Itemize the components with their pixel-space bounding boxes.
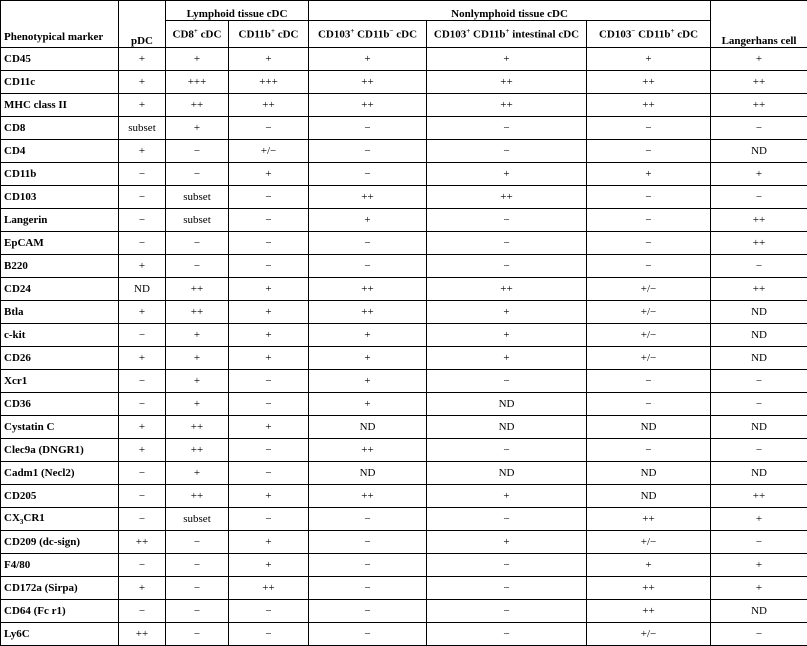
value-cell: + [166, 48, 229, 71]
table-row [1, 140, 807, 163]
value-cell: − [427, 232, 587, 255]
value-cell: ++ [309, 485, 427, 508]
value-cell: − [309, 117, 427, 140]
marker-cell: Cadm1 (Necl2) [1, 462, 119, 485]
value-cell: − [309, 554, 427, 577]
value-cell: + [587, 554, 711, 577]
value-cell: − [119, 393, 166, 416]
table-row [1, 347, 807, 370]
value-cell: − [427, 140, 587, 163]
value-cell: − [166, 255, 229, 278]
value-cell: + [166, 347, 229, 370]
value-cell: ++ [166, 416, 229, 439]
value-cell: subset [119, 117, 166, 140]
value-cell: − [427, 623, 587, 646]
value-cell: subset [166, 508, 229, 531]
value-cell: − [427, 508, 587, 531]
header-cd8-cdc: CD8+ cDC [166, 21, 229, 48]
value-cell: ++ [427, 94, 587, 117]
marker-cell: CD26 [1, 347, 119, 370]
value-cell: ++ [427, 278, 587, 301]
value-cell: − [711, 255, 807, 278]
value-cell: − [427, 209, 587, 232]
marker-cell: MHC class II [1, 94, 119, 117]
value-cell: + [166, 462, 229, 485]
marker-cell: F4/80 [1, 554, 119, 577]
value-cell: − [427, 600, 587, 623]
value-cell: ND [309, 462, 427, 485]
header-group-row [1, 1, 807, 21]
value-cell: − [711, 439, 807, 462]
value-cell: + [427, 324, 587, 347]
marker-cell: Cystatin C [1, 416, 119, 439]
value-cell: ++ [711, 232, 807, 255]
value-cell: subset [166, 209, 229, 232]
table-row [1, 508, 807, 531]
table-row [1, 163, 807, 186]
value-cell: + [309, 48, 427, 71]
value-cell: − [587, 209, 711, 232]
marker-cell: Langerin [1, 209, 119, 232]
value-cell: − [309, 577, 427, 600]
value-cell: + [427, 48, 587, 71]
value-cell: − [711, 186, 807, 209]
value-cell: + [427, 485, 587, 508]
value-cell: + [166, 370, 229, 393]
value-cell: + [229, 347, 309, 370]
value-cell: − [427, 577, 587, 600]
value-cell: +/− [587, 347, 711, 370]
table-row [1, 278, 807, 301]
table-row [1, 600, 807, 623]
header-cd103-pos-cd11b-pos-intestinal-cdc: CD103+ CD11b+ intestinal cDC [427, 21, 587, 48]
value-cell: − [229, 232, 309, 255]
table-row [1, 554, 807, 577]
value-cell: − [587, 232, 711, 255]
value-cell: + [229, 324, 309, 347]
value-cell: ND [711, 301, 807, 324]
value-cell: ++ [711, 71, 807, 94]
value-cell: − [587, 393, 711, 416]
value-cell: ++ [166, 301, 229, 324]
table-body [1, 48, 807, 646]
value-cell: − [711, 531, 807, 554]
marker-cell: EpCAM [1, 232, 119, 255]
value-cell: + [711, 508, 807, 531]
value-cell: ++ [119, 623, 166, 646]
marker-cell: Ly6C [1, 623, 119, 646]
value-cell: − [309, 623, 427, 646]
value-cell: ND [711, 600, 807, 623]
value-cell: − [166, 531, 229, 554]
value-cell: +/− [587, 301, 711, 324]
marker-cell: CD24 [1, 278, 119, 301]
value-cell: − [119, 186, 166, 209]
value-cell: − [119, 324, 166, 347]
table-row [1, 232, 807, 255]
value-cell: − [587, 255, 711, 278]
value-cell: − [166, 163, 229, 186]
value-cell: − [229, 370, 309, 393]
header-cd11b-cdc: CD11b+ cDC [229, 21, 309, 48]
value-cell: + [711, 48, 807, 71]
value-cell: − [166, 623, 229, 646]
header-pdc: pDC [119, 1, 166, 48]
value-cell: + [229, 485, 309, 508]
value-cell: ++ [309, 94, 427, 117]
table-row [1, 209, 807, 232]
value-cell: − [229, 462, 309, 485]
value-cell: + [119, 347, 166, 370]
value-cell: + [711, 554, 807, 577]
value-cell: + [119, 255, 166, 278]
marker-cell: CD64 (Fc r1) [1, 600, 119, 623]
value-cell: ND [587, 416, 711, 439]
value-cell: ++ [166, 94, 229, 117]
marker-cell: CD8 [1, 117, 119, 140]
value-cell: ++ [166, 278, 229, 301]
value-cell: ++ [711, 209, 807, 232]
table-row [1, 255, 807, 278]
value-cell: ++ [309, 278, 427, 301]
value-cell: − [309, 232, 427, 255]
value-cell: ++ [309, 186, 427, 209]
header-langerhans: Langerhans cell [711, 1, 807, 48]
marker-cell: CD11b [1, 163, 119, 186]
marker-cell: CD36 [1, 393, 119, 416]
value-cell: + [427, 531, 587, 554]
header-marker: Phenotypical marker [1, 1, 119, 48]
header-group-lymphoid: Lymphoid tissue cDC [166, 1, 309, 21]
value-cell: − [119, 600, 166, 623]
value-cell: − [229, 623, 309, 646]
value-cell: − [309, 508, 427, 531]
value-cell: + [229, 554, 309, 577]
value-cell: + [587, 163, 711, 186]
value-cell: + [711, 577, 807, 600]
value-cell: − [309, 255, 427, 278]
value-cell: − [119, 462, 166, 485]
value-cell: + [229, 301, 309, 324]
marker-cell: c-kit [1, 324, 119, 347]
value-cell: +/− [587, 324, 711, 347]
table-row [1, 416, 807, 439]
value-cell: + [711, 163, 807, 186]
value-cell: ND [309, 416, 427, 439]
value-cell: + [229, 48, 309, 71]
table-row [1, 623, 807, 646]
value-cell: + [427, 301, 587, 324]
value-cell: + [119, 94, 166, 117]
value-cell: − [309, 531, 427, 554]
value-cell: ND [119, 278, 166, 301]
marker-cell: Clec9a (DNGR1) [1, 439, 119, 462]
value-cell: +/− [587, 278, 711, 301]
value-cell: − [587, 186, 711, 209]
value-cell: − [427, 439, 587, 462]
value-cell: + [309, 370, 427, 393]
value-cell: − [711, 370, 807, 393]
value-cell: ++ [229, 577, 309, 600]
value-cell: − [166, 140, 229, 163]
marker-cell: CD4 [1, 140, 119, 163]
table-row [1, 531, 807, 554]
table-row [1, 117, 807, 140]
value-cell: − [711, 623, 807, 646]
value-cell: − [427, 554, 587, 577]
value-cell: ++ [711, 278, 807, 301]
value-cell: − [309, 140, 427, 163]
value-cell: − [166, 577, 229, 600]
value-cell: − [119, 554, 166, 577]
value-cell: ++ [166, 439, 229, 462]
value-cell: ++ [427, 186, 587, 209]
value-cell: ++ [587, 600, 711, 623]
value-cell: ++ [587, 94, 711, 117]
value-cell: +/− [587, 623, 711, 646]
value-cell: − [166, 232, 229, 255]
value-cell: − [229, 186, 309, 209]
value-cell: ++ [587, 577, 711, 600]
value-cell: +++ [229, 71, 309, 94]
table-row [1, 94, 807, 117]
value-cell: − [166, 600, 229, 623]
value-cell: + [229, 416, 309, 439]
value-cell: − [427, 117, 587, 140]
value-cell: ++ [166, 485, 229, 508]
marker-cell: B220 [1, 255, 119, 278]
value-cell: + [166, 393, 229, 416]
value-cell: − [229, 255, 309, 278]
value-cell: ND [711, 324, 807, 347]
value-cell: +/− [587, 531, 711, 554]
value-cell: − [229, 508, 309, 531]
value-cell: ++ [711, 94, 807, 117]
header-cd103-neg-cd11b-pos-cdc: CD103− CD11b+ cDC [587, 21, 711, 48]
header-cd103-pos-cd11b-neg-cdc: CD103+ CD11b− cDC [309, 21, 427, 48]
value-cell: + [309, 347, 427, 370]
value-cell: ND [427, 393, 587, 416]
value-cell: ++ [427, 71, 587, 94]
value-cell: ++ [587, 71, 711, 94]
value-cell: + [119, 439, 166, 462]
table-row [1, 485, 807, 508]
value-cell: − [587, 370, 711, 393]
marker-cell: CD45 [1, 48, 119, 71]
table-row [1, 577, 807, 600]
value-cell: ++ [587, 508, 711, 531]
value-cell: − [309, 600, 427, 623]
value-cell: + [427, 347, 587, 370]
value-cell: + [229, 163, 309, 186]
value-cell: + [309, 324, 427, 347]
value-cell: + [119, 71, 166, 94]
value-cell: ND [711, 462, 807, 485]
value-cell: − [229, 117, 309, 140]
value-cell: ND [711, 416, 807, 439]
value-cell: − [166, 554, 229, 577]
value-cell: + [119, 577, 166, 600]
table-row [1, 71, 807, 94]
value-cell: − [587, 439, 711, 462]
value-cell: − [119, 232, 166, 255]
marker-cell: CD11c [1, 71, 119, 94]
value-cell: ++ [119, 531, 166, 554]
value-cell: − [119, 508, 166, 531]
value-cell: + [229, 531, 309, 554]
value-cell: − [587, 140, 711, 163]
value-cell: − [229, 393, 309, 416]
value-cell: + [309, 393, 427, 416]
value-cell: − [119, 370, 166, 393]
marker-cell: Xcr1 [1, 370, 119, 393]
value-cell: − [229, 600, 309, 623]
value-cell: ND [427, 416, 587, 439]
value-cell: + [229, 278, 309, 301]
value-cell: ND [587, 485, 711, 508]
value-cell: − [119, 163, 166, 186]
marker-cell: CD103 [1, 186, 119, 209]
value-cell: ND [587, 462, 711, 485]
value-cell: − [587, 117, 711, 140]
value-cell: + [119, 301, 166, 324]
header-group-nonlymphoid: Nonlymphoid tissue cDC [309, 1, 711, 21]
value-cell: + [166, 117, 229, 140]
table-row [1, 393, 807, 416]
marker-cell: $CX_3CR1$ [1, 508, 119, 531]
table-row [1, 462, 807, 485]
value-cell: − [119, 485, 166, 508]
value-cell: − [229, 439, 309, 462]
value-cell: ++ [309, 301, 427, 324]
value-cell: subset [166, 186, 229, 209]
table-row [1, 301, 807, 324]
value-cell: + [309, 209, 427, 232]
value-cell: − [119, 209, 166, 232]
table-row [1, 186, 807, 209]
value-cell: +/− [229, 140, 309, 163]
value-cell: ++ [229, 94, 309, 117]
value-cell: − [229, 209, 309, 232]
marker-cell: CD172a (Sirpa) [1, 577, 119, 600]
value-cell: − [427, 370, 587, 393]
value-cell: ++ [309, 71, 427, 94]
value-cell: + [427, 163, 587, 186]
value-cell: ++ [711, 485, 807, 508]
value-cell: + [587, 48, 711, 71]
table-row [1, 439, 807, 462]
value-cell: ND [711, 347, 807, 370]
value-cell: ND [711, 140, 807, 163]
value-cell: − [427, 255, 587, 278]
value-cell: ++ [309, 439, 427, 462]
value-cell: + [119, 416, 166, 439]
value-cell: +++ [166, 71, 229, 94]
table-row [1, 370, 807, 393]
value-cell: − [711, 117, 807, 140]
value-cell: + [119, 48, 166, 71]
marker-cell: CD205 [1, 485, 119, 508]
value-cell: + [166, 324, 229, 347]
value-cell: − [309, 163, 427, 186]
value-cell: − [711, 393, 807, 416]
marker-cell: Btla [1, 301, 119, 324]
marker-cell: CD209 (dc-sign) [1, 531, 119, 554]
table-row [1, 48, 807, 71]
table-row [1, 324, 807, 347]
value-cell: ND [427, 462, 587, 485]
value-cell: + [119, 140, 166, 163]
